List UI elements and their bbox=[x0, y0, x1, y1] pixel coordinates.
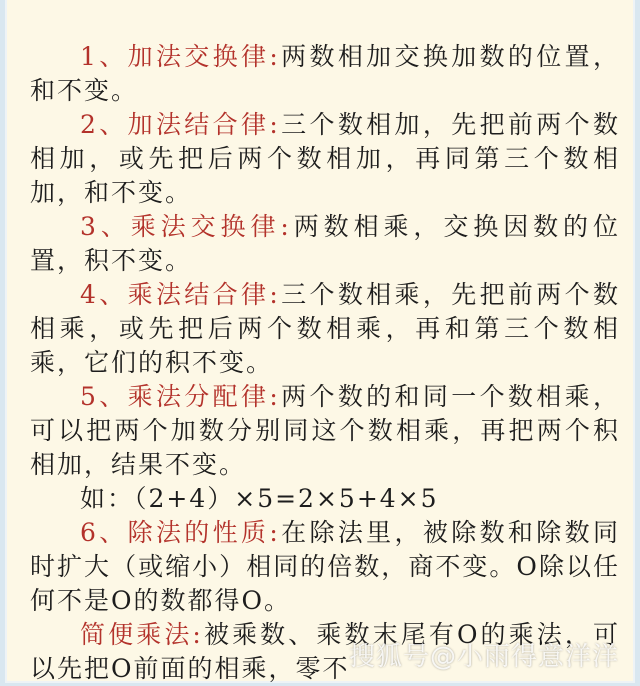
watermark: 搜狐号@小雨得意洋洋 bbox=[348, 642, 619, 672]
document-page bbox=[7, 0, 633, 681]
law-term: 6、除法的性质: bbox=[80, 518, 280, 547]
law-commutative-addition bbox=[30, 40, 620, 108]
law-distributive bbox=[30, 380, 620, 482]
law-term: 5、乘法分配律: bbox=[80, 382, 280, 411]
law-division-property bbox=[30, 516, 620, 618]
distributive-example bbox=[30, 482, 620, 516]
law-body: 两数相乘，交换因数的位置，积不变。 bbox=[30, 212, 620, 275]
law-associative-addition bbox=[30, 108, 620, 210]
law-body: 在除法里，被除数和除数同时扩大（或缩小）相同的倍数，商不变。O除以任何不是O的数都得O。 bbox=[30, 518, 620, 615]
law-body: 三个数相加，先把前两个数相加，或先把后两个数相加，再同第三个数相加，和不变。 bbox=[30, 110, 620, 207]
law-term: 4、乘法结合律: bbox=[80, 280, 280, 309]
law-body: 三个数相乘，先把前两个数相乘，或先把后两个数相乘，再和第三个数相乘，它们的积不变。 bbox=[30, 280, 620, 377]
law-body: 两个数的和同一个数相乘，可以把两个加数分别同这个数相乘，再把两个积相加，结果不变。 bbox=[30, 382, 620, 479]
law-term: 简便乘法: bbox=[80, 620, 203, 649]
law-term: 2、加法结合律: bbox=[80, 110, 280, 139]
law-body: 两数相加交换加数的位置，和不变。 bbox=[30, 42, 620, 105]
example-text: 如：（2+4）×5=2×5+4×5 bbox=[80, 484, 439, 513]
law-associative-multiplication bbox=[30, 278, 620, 380]
law-body: 被乘数、乘数末尾有O的乘法，可以先把O前面的相乘，零不 bbox=[30, 620, 620, 683]
law-commutative-multiplication bbox=[30, 210, 620, 278]
math-laws-text bbox=[30, 40, 620, 686]
law-term: 3、乘法交换律: bbox=[80, 212, 291, 241]
law-term: 1、加法交换律: bbox=[80, 42, 280, 71]
